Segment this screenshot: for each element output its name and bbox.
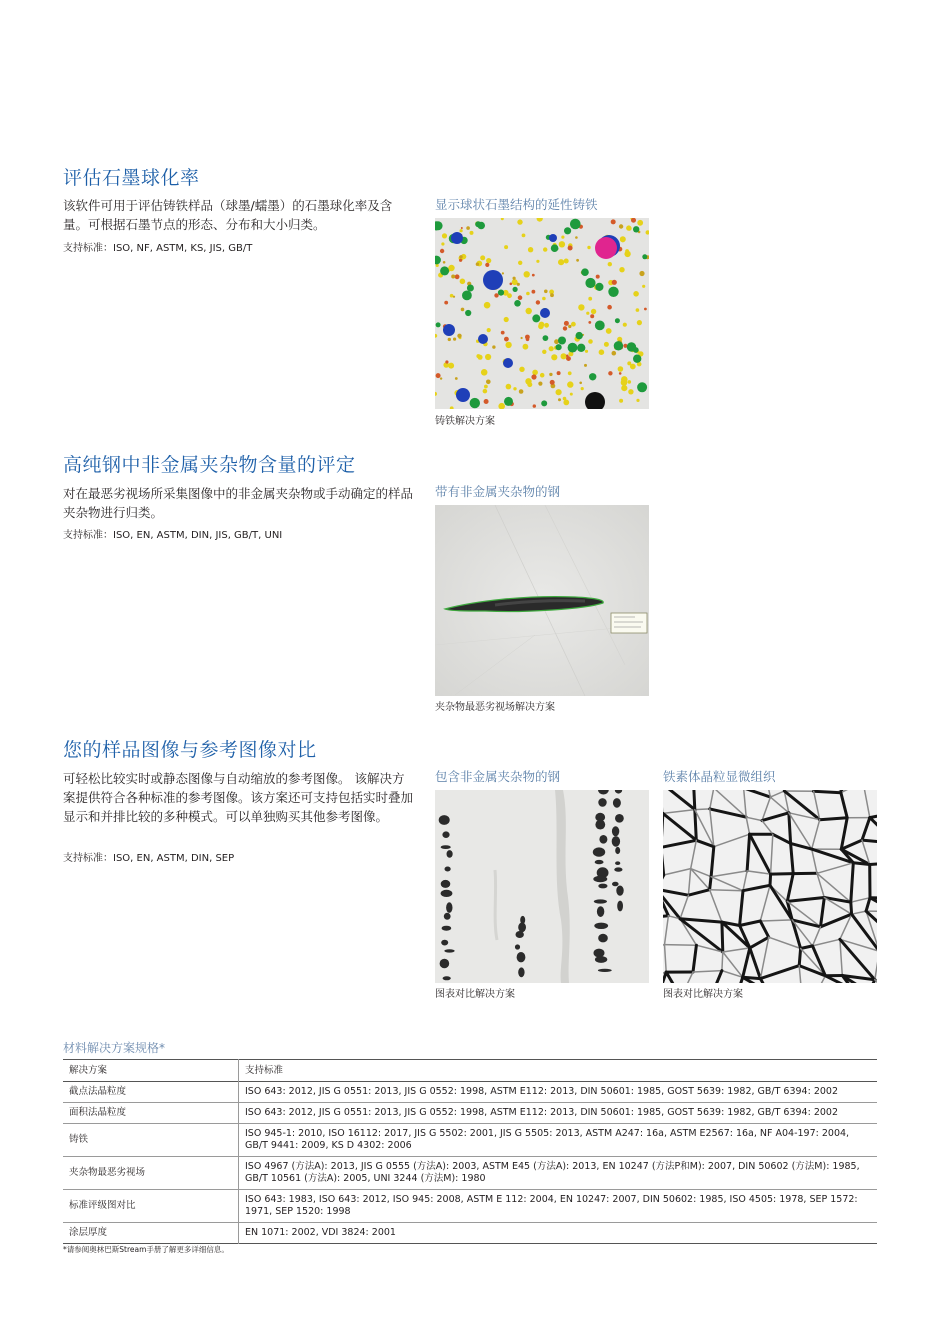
- row-solution: 面积法晶粒度: [63, 1103, 239, 1124]
- row-standards: ISO 4967 (方法A): 2013, JIS G 0555 (方法A): 2003, ASTM E45 (方法A): 2013, EN 10247 (方法P和M): 2007, DIN 50602 (方法M): 1985, GB/T 10561 (方法A): 2005, UNI 3244 (方法M): 1980: [245, 1161, 860, 1184]
- row-solution: 标准评级图对比: [63, 1190, 239, 1223]
- section-body-nodularity: 该软件可用于评估铸铁样品（球墨/蠕墨）的石墨球化率及含量。可根据石墨节点的形态、分布和大小归类。: [63, 198, 393, 232]
- image-caption-ferrite-grain: 图表对比解决方案: [663, 989, 743, 1000]
- row-solution: 涂层厚度: [63, 1223, 239, 1244]
- image-title-steel-inclusion-2: 包含非金属夹杂物的钢: [435, 769, 561, 784]
- table-row: [63, 1103, 877, 1124]
- footnote: *请参阅奥林巴斯Stream手册了解更多详细信息。: [63, 1245, 229, 1254]
- image-title-cast-iron: 显示球状石墨结构的延性铸铁: [435, 197, 598, 212]
- spec-table-header-row: [63, 1060, 877, 1082]
- row-standards: ISO 945-1: 2010, ISO 16112: 2017, JIS G 5502: 2001, JIS G 5505: 2013, ASTM A247: 16a, ASTM E2567: 16a, NF A04-197: 2004, GB/T 9441: 2009, KS D 4302: 2006: [245, 1128, 850, 1151]
- section-title-nodularity: 评估石墨球化率: [63, 167, 200, 189]
- row-standards: ISO 643: 1983, ISO 643: 2012, ISO 945: 2008, ASTM E 112: 2004, EN 10247: 2007, DIN 50602: 1985, ISO 4505: 1978, SEP 1572: 1971, SEP 1520: 1998: [245, 1194, 858, 1217]
- steel-inclusion-micrograph: [435, 505, 649, 696]
- section-title-comparison: 您的样品图像与参考图像对比: [63, 739, 317, 761]
- section-standards-comparison: 支持标准：ISO, EN, ASTM, DIN, SEP: [63, 853, 235, 864]
- section-body-comparison: 可轻松比较实时或静态图像与自动缩放的参考图像。 该解决方案提供符合各种标准的参考图像。该方案还可支持包括实时叠加显示和并排比较的多种模式。可以单独购买其他参考图像。: [63, 771, 414, 824]
- header-solution: 解决方案: [63, 1060, 239, 1082]
- section-standards-nodularity: 支持标准：ISO, NF, ASTM, KS, JIS, GB/T: [63, 243, 253, 254]
- image-caption-steel-inclusion: 夹杂物最恶劣视场解决方案: [435, 702, 555, 713]
- row-standards: ISO 643: 2012, JIS G 0551: 2013, JIS G 0552: 1998, ASTM E112: 2013, DIN 50601: 1985, GOST 5639: 1982, GB/T 6394: 2002: [245, 1107, 838, 1118]
- row-solution: 截点法晶粒度: [63, 1082, 239, 1103]
- section-title-inclusions: 高纯钢中非金属夹杂物含量的评定: [63, 454, 356, 476]
- section-standards-inclusions: 支持标准：ISO, EN, ASTM, DIN, JIS, GB/T, UNI: [63, 530, 283, 541]
- cast-iron-micrograph: [435, 218, 649, 409]
- steel-inclusion-stringers-micrograph: [435, 790, 649, 983]
- image-title-ferrite-grain: 铁素体晶粒显微组织: [663, 769, 776, 784]
- section-body-inclusions: 对在最恶劣视场所采集图像中的非金属夹杂物或手动确定的样品夹杂物进行归类。: [63, 486, 414, 520]
- row-solution: 夹杂物最恶劣视场: [63, 1157, 239, 1190]
- image-caption-steel-inclusion-2: 图表对比解决方案: [435, 989, 515, 1000]
- image-title-steel-inclusion: 带有非金属夹杂物的钢: [435, 484, 561, 499]
- spec-table-title: 材料解决方案规格*: [63, 1041, 166, 1055]
- spec-table-wrapper: [63, 1059, 877, 1244]
- row-standards: ISO 643: 2012, JIS G 0551: 2013, JIS G 0552: 1998, ASTM E112: 2013, DIN 50601: 1985, GOST 5639: 1982, GB/T 6394: 2002: [245, 1086, 838, 1097]
- table-row: [63, 1124, 877, 1157]
- header-standards: 支持标准: [245, 1064, 284, 1076]
- ferrite-grain-micrograph: [663, 790, 877, 983]
- image-caption-cast-iron: 铸铁解决方案: [435, 416, 495, 427]
- spec-table: [63, 1059, 877, 1244]
- table-row: [63, 1190, 877, 1223]
- row-standards: EN 1071: 2002, VDI 3824: 2001: [245, 1227, 396, 1238]
- table-row: [63, 1157, 877, 1190]
- table-row: [63, 1223, 877, 1244]
- row-solution: 铸铁: [63, 1124, 239, 1157]
- table-row: [63, 1082, 877, 1103]
